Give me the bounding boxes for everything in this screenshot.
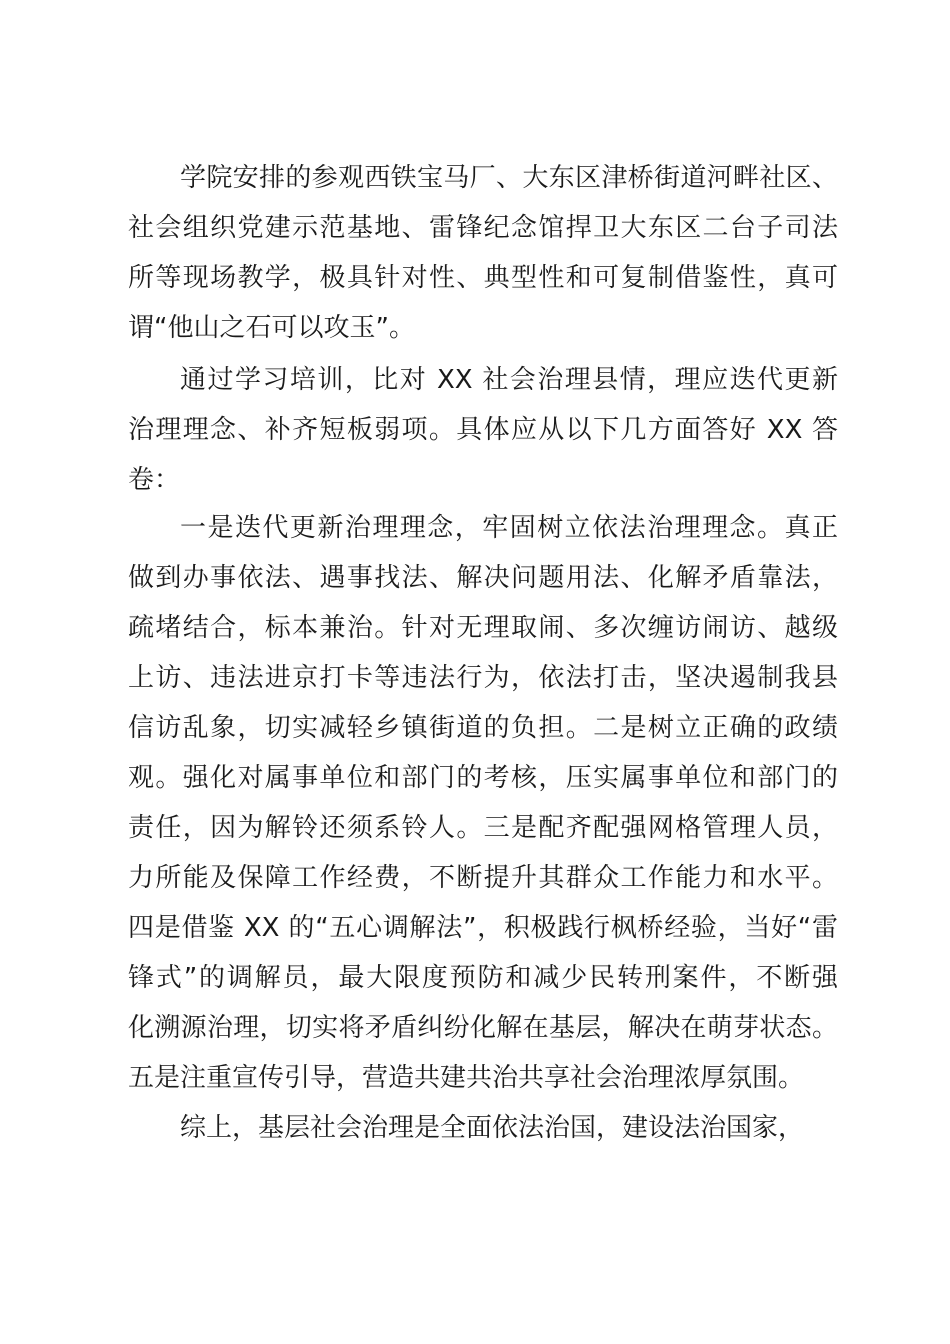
text-line: 责任，因为解铃还须系铃人。三是配齐配强网格管理人员， bbox=[128, 813, 838, 843]
text-line: 锋式”的调解员，最大限度预防和减少民转刑案件，不断强 bbox=[128, 963, 838, 993]
text-line: 社会组织党建示范基地、雷锋纪念馆捍卫大东区二台子司法 bbox=[128, 213, 838, 243]
text-line: 疏堵结合，标本兼治。针对无理取闹、多次缠访闹访、越级 bbox=[128, 613, 838, 643]
text-line: 所等现场教学，极具针对性、典型性和可复制借鉴性，真可 bbox=[128, 263, 838, 293]
text-line: 化溯源治理，切实将矛盾纠纷化解在基层，解决在萌芽状态。 bbox=[128, 1013, 838, 1043]
text-line: 五是注重宣传引导，营造共建共治共享社会治理浓厚氛围。 bbox=[128, 1063, 805, 1093]
text-line: 做到办事依法、遇事找法、解决问题用法、化解矛盾靠法， bbox=[128, 563, 838, 593]
text-line: 综上，基层社会治理是全面依法治国，建设法治国家， bbox=[180, 1113, 805, 1143]
text-line: 信访乱象，切实减轻乡镇街道的负担。二是树立正确的政绩 bbox=[128, 713, 838, 743]
text-line: 卷： bbox=[128, 465, 181, 495]
text-line: 力所能及保障工作经费，不断提升其群众工作能力和水平。 bbox=[128, 863, 838, 893]
text-line: 一是迭代更新治理理念，牢固树立依法治理理念。真正 bbox=[180, 513, 838, 543]
text-line: 上访、违法进京打卡等违法行为，依法打击，坚决遏制我县 bbox=[128, 663, 838, 693]
text-line: 治理理念、补齐短板弱项。具体应从以下几方面答好 XX 答 bbox=[128, 415, 838, 445]
text-line: 谓“他山之石可以攻玉”。 bbox=[128, 313, 415, 343]
text-line: 四是借鉴 XX 的“五心调解法”，积极践行枫桥经验，当好“雷 bbox=[128, 913, 838, 943]
text-line: 通过学习培训，比对 XX 社会治理县情，理应迭代更新 bbox=[180, 365, 838, 395]
text-line: 学院安排的参观西铁宝马厂、大东区津桥街道河畔社区、 bbox=[180, 163, 838, 193]
text-line: 观。强化对属事单位和部门的考核，压实属事单位和部门的 bbox=[128, 763, 838, 793]
